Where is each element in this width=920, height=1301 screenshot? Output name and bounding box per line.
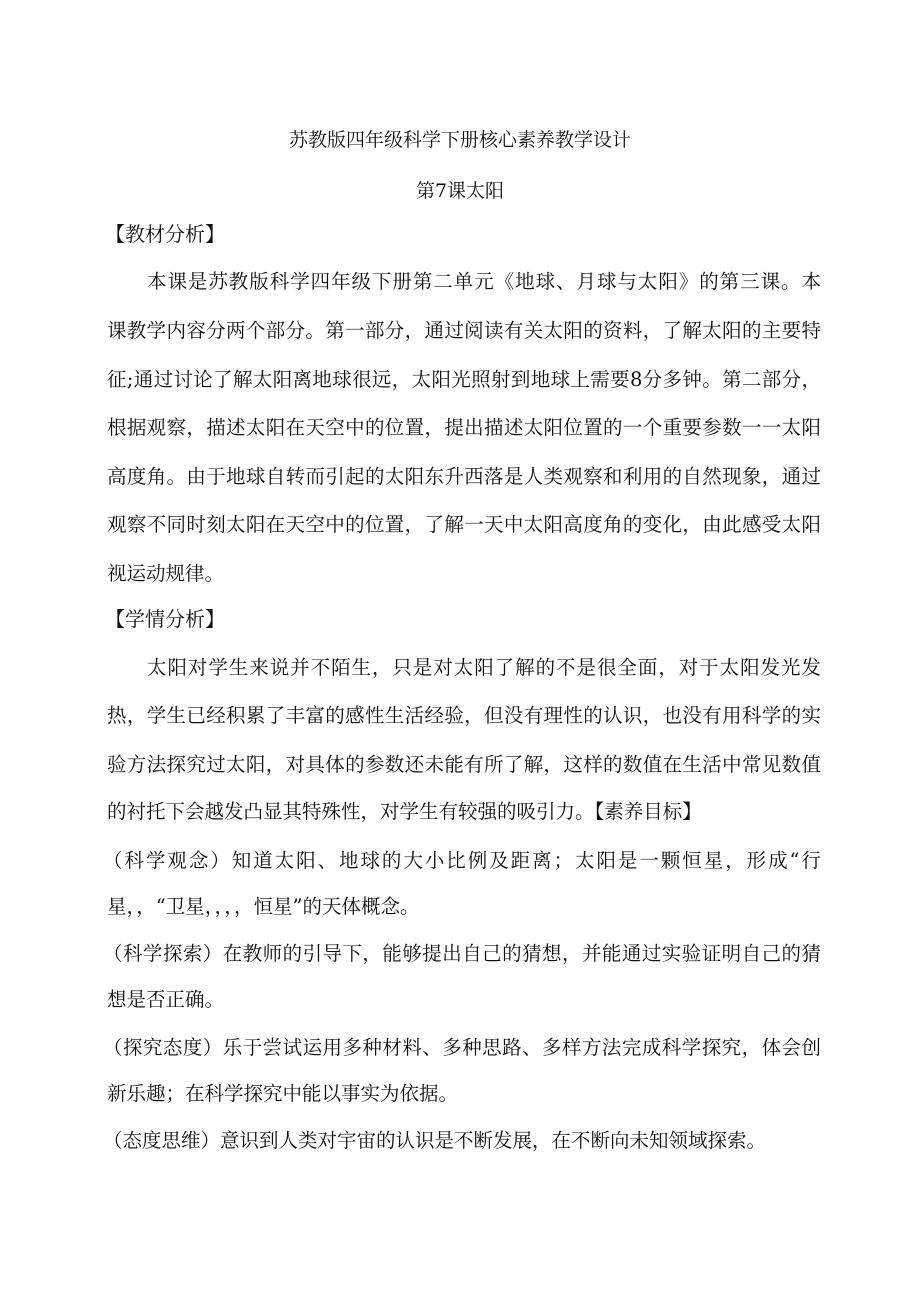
goal-line-continuation: 新乐趣；在科学探究中能以事实为依据。 [107,1082,459,1105]
paragraph-line: 观察不同时刻太阳在天空中的位置，了解一天中太阳高度角的变化，由此感受太阳 [107,513,821,536]
goal-line-attitude-thinking: （态度思维）意识到人类对宇宙的认识是不断发展，在不断向未知领域探索。 [103,1129,767,1152]
paragraph-line: 根据观察，描述太阳在天空中的位置，提出描述太阳位置的一个重要参数一一太阳 [107,416,821,439]
document-title: 苏教版四年级科学下册核心素养教学设计 [288,129,631,151]
paragraph-line: 验方法探究过太阳，对具体的参数还未能有所了解，这样的数值在生活中常见数值 [107,753,821,776]
paragraph-line: 课教学内容分两个部分。第一部分，通过阅读有关太阳的资料，了解太阳的主要特 [107,319,821,342]
goal-line-continuation: 想是否正确。 [107,988,225,1011]
paragraph-line: 的衬托下会越发凸显其特殊性，对学生有较强的吸引力。【素养目标】 [107,800,702,823]
goal-line-inquiry-attitude: （探究态度）乐于尝试运用多种材料、多种思路、多样方法完成科学探究，体会创 [103,1036,821,1059]
section-heading-learner-analysis: 【学情分析】 [105,607,225,631]
section-heading-textbook-analysis: 【教材分析】 [105,222,225,246]
paragraph-line: 征;通过讨论了解太阳离地球很远，太阳光照射到地球上需要8分多钟。第二部分， [107,368,821,391]
paragraph-line: 热，学生已经积累了丰富的感性生活经验，但没有理性的认识，也没有用科学的实 [107,704,821,727]
goal-line-scientific-inquiry: （科学探索）在教师的引导下，能够提出自己的猜想，并能通过实验证明自己的猜 [103,942,821,965]
paragraph-line: 本课是苏教版科学四年级下册第二单元《地球、月球与太阳》的第三课。本 [147,270,821,293]
goal-line-continuation: 星，，“卫星，，，，恒星”的天体概念。 [107,895,420,918]
goal-line-scientific-concept: （科学观念）知道太阳、地球的大小比例及距离；太阳是一颗恒星，形成“行 [103,849,821,872]
lesson-title: 第7课太阳 [415,180,505,202]
paragraph-line: 太阳对学生来说并不陌生，只是对太阳了解的不是很全面，对于太阳发光发 [147,656,821,679]
paragraph-line: 视运动规律。 [107,562,225,585]
paragraph-line: 高度角。由于地球自转而引起的太阳东升西落是人类观察和利用的自然现象，通过 [107,465,821,488]
